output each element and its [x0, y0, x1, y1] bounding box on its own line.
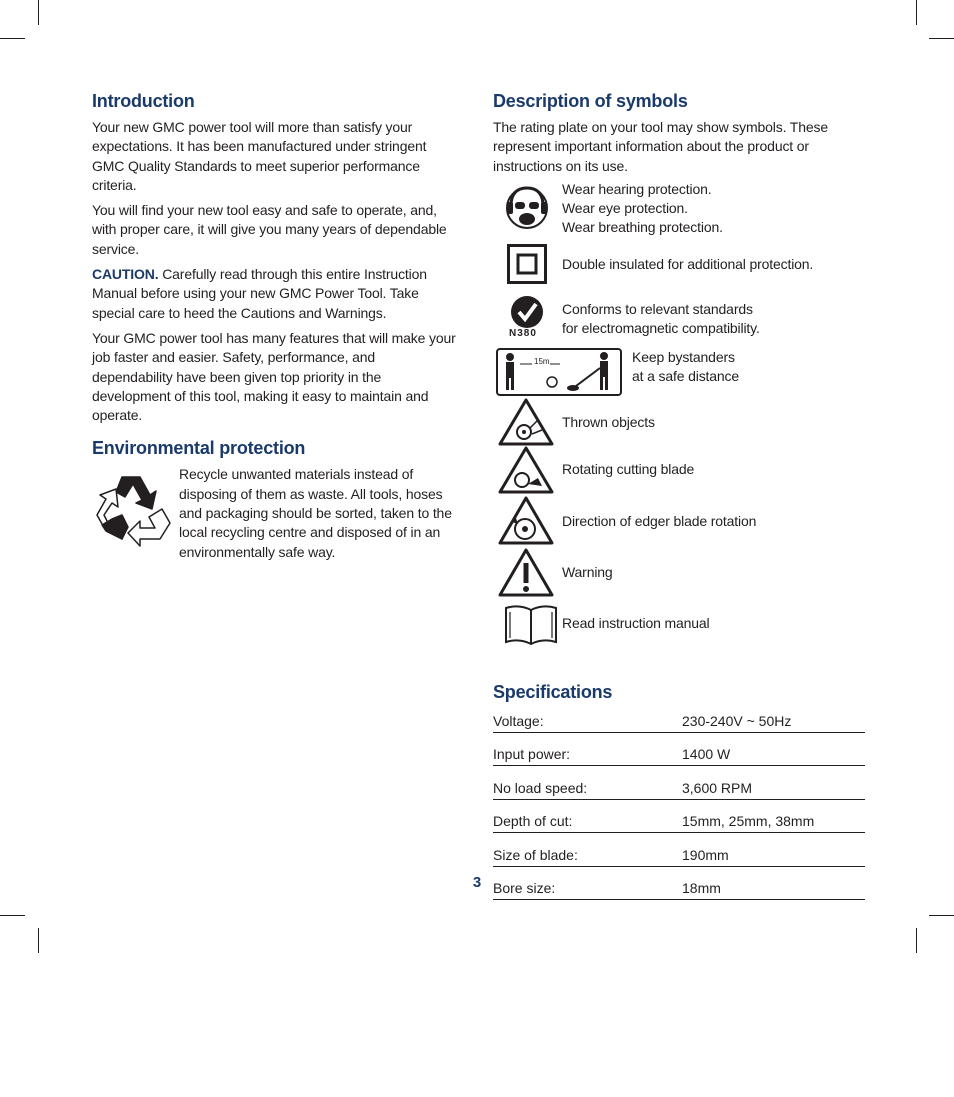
spec-row — [493, 866, 865, 900]
introduction-paragraph: Your new GMC power tool will more than satisfy your expectations. It has been manufactured under stringent GMC Quality Standards to meet superior performance criteria. — [92, 119, 427, 193]
ctick-badge: N380 — [509, 327, 537, 339]
symbol-line: Wear hearing protection. — [562, 180, 712, 197]
spec-row — [493, 766, 865, 800]
spec-value: 3,600 RPM — [682, 766, 865, 800]
crop-mark — [929, 915, 954, 916]
spec-row — [493, 732, 865, 766]
symbol-line: Conforms to relevant standards — [562, 300, 753, 317]
rotating-blade-icon — [498, 446, 554, 494]
crop-mark — [916, 928, 917, 953]
spec-label: Bore size: — [493, 866, 682, 900]
crop-mark — [929, 38, 954, 39]
spec-value: 190mm — [682, 833, 865, 867]
crop-mark — [38, 0, 39, 25]
spec-label: Depth of cut: — [493, 799, 682, 833]
crop-mark — [38, 928, 39, 953]
spec-value: 18mm — [682, 866, 865, 900]
symbol-description — [562, 413, 655, 432]
symbols-title: Description of symbols — [493, 91, 688, 111]
protective-gear-icon — [505, 186, 549, 230]
spec-label: Size of blade: — [493, 833, 682, 867]
bystanders-icon — [496, 348, 622, 396]
symbol-line: Wear eye protection. — [562, 200, 688, 217]
spec-label: No load speed: — [493, 766, 682, 800]
crop-mark — [916, 0, 917, 25]
symbol-line: Warning — [562, 563, 613, 580]
symbols-intro: The rating plate on your tool may show symbols. These represent important information about the product or instructions on its use. — [493, 119, 828, 174]
symbol-description — [562, 300, 760, 339]
right-column — [493, 90, 865, 900]
spec-label: Input power: — [493, 732, 682, 766]
blade-rotation-icon — [498, 496, 554, 546]
symbol-description — [632, 348, 739, 387]
introduction-paragraph: Your GMC power tool has many features that will make your job faster and easier. Safety, performance, and dependability have been given top priority in the development of this tool, making it easy to maintain and operate. — [92, 329, 456, 424]
spec-row — [493, 833, 865, 867]
symbol-line: Wear breathing protection. — [562, 219, 723, 236]
environmental-section — [92, 437, 457, 561]
spec-value: 1400 W — [682, 732, 865, 766]
symbol-line: Read instruction manual — [562, 614, 710, 631]
specifications-table — [493, 707, 865, 901]
symbol-description — [562, 460, 694, 479]
ctick-icon — [509, 294, 545, 330]
symbol-description — [562, 512, 756, 531]
page-number: 3 — [472, 874, 482, 891]
spec-value: 230-240V ~ 50Hz — [682, 707, 865, 733]
symbol-description — [562, 255, 813, 274]
symbol-line: for electromagnetic compatibility. — [562, 320, 760, 337]
symbol-list — [493, 182, 865, 672]
thrown-objects-icon — [498, 398, 554, 446]
recycle-icon — [92, 469, 174, 551]
spec-row — [493, 799, 865, 833]
distance-label: 15m — [534, 356, 550, 366]
symbol-description — [562, 563, 613, 582]
symbol-line: Double insulated for additional protection. — [562, 255, 814, 272]
symbol-line: Thrown objects — [562, 413, 655, 430]
environmental-title: Environmental protection — [92, 438, 306, 459]
symbol-line: Direction of edger blade rotation — [562, 512, 757, 529]
specifications-title: Specifications — [493, 681, 613, 702]
caution-paragraph — [92, 265, 457, 323]
symbol-line: at a safe distance — [632, 368, 740, 385]
spec-value: 15mm, 25mm, 38mm — [682, 799, 865, 833]
symbol-line: Keep bystanders — [632, 348, 735, 365]
symbol-description — [562, 180, 723, 238]
warning-icon — [498, 548, 554, 598]
symbol-line: Rotating cutting blade — [562, 460, 695, 477]
spec-row — [493, 707, 865, 733]
introduction-paragraph: You will find your new tool easy and safe to operate, and, with proper care, it will give you many years of dependable service. — [92, 202, 447, 257]
caution-text: Carefully read through this entire Instruction Manual before using your new GMC Power Tool. Take special care to heed the Cautions and Warnings. — [92, 266, 427, 321]
manual-icon — [503, 604, 559, 646]
double-insulation-icon — [507, 244, 547, 284]
symbol-description — [562, 614, 710, 633]
caution-label: CAUTION. — [92, 266, 159, 283]
crop-mark — [0, 38, 25, 39]
introduction-title: Introduction — [92, 91, 195, 111]
left-column — [92, 90, 457, 568]
environmental-text: Recycle unwanted materials instead of disposing of them as waste. All tools, hoses and packaging should be sorted, taken to the local recycling centre and disposed of in an environmentally safe way. — [179, 466, 452, 560]
spec-label: Voltage: — [493, 707, 682, 733]
crop-mark — [0, 915, 25, 916]
